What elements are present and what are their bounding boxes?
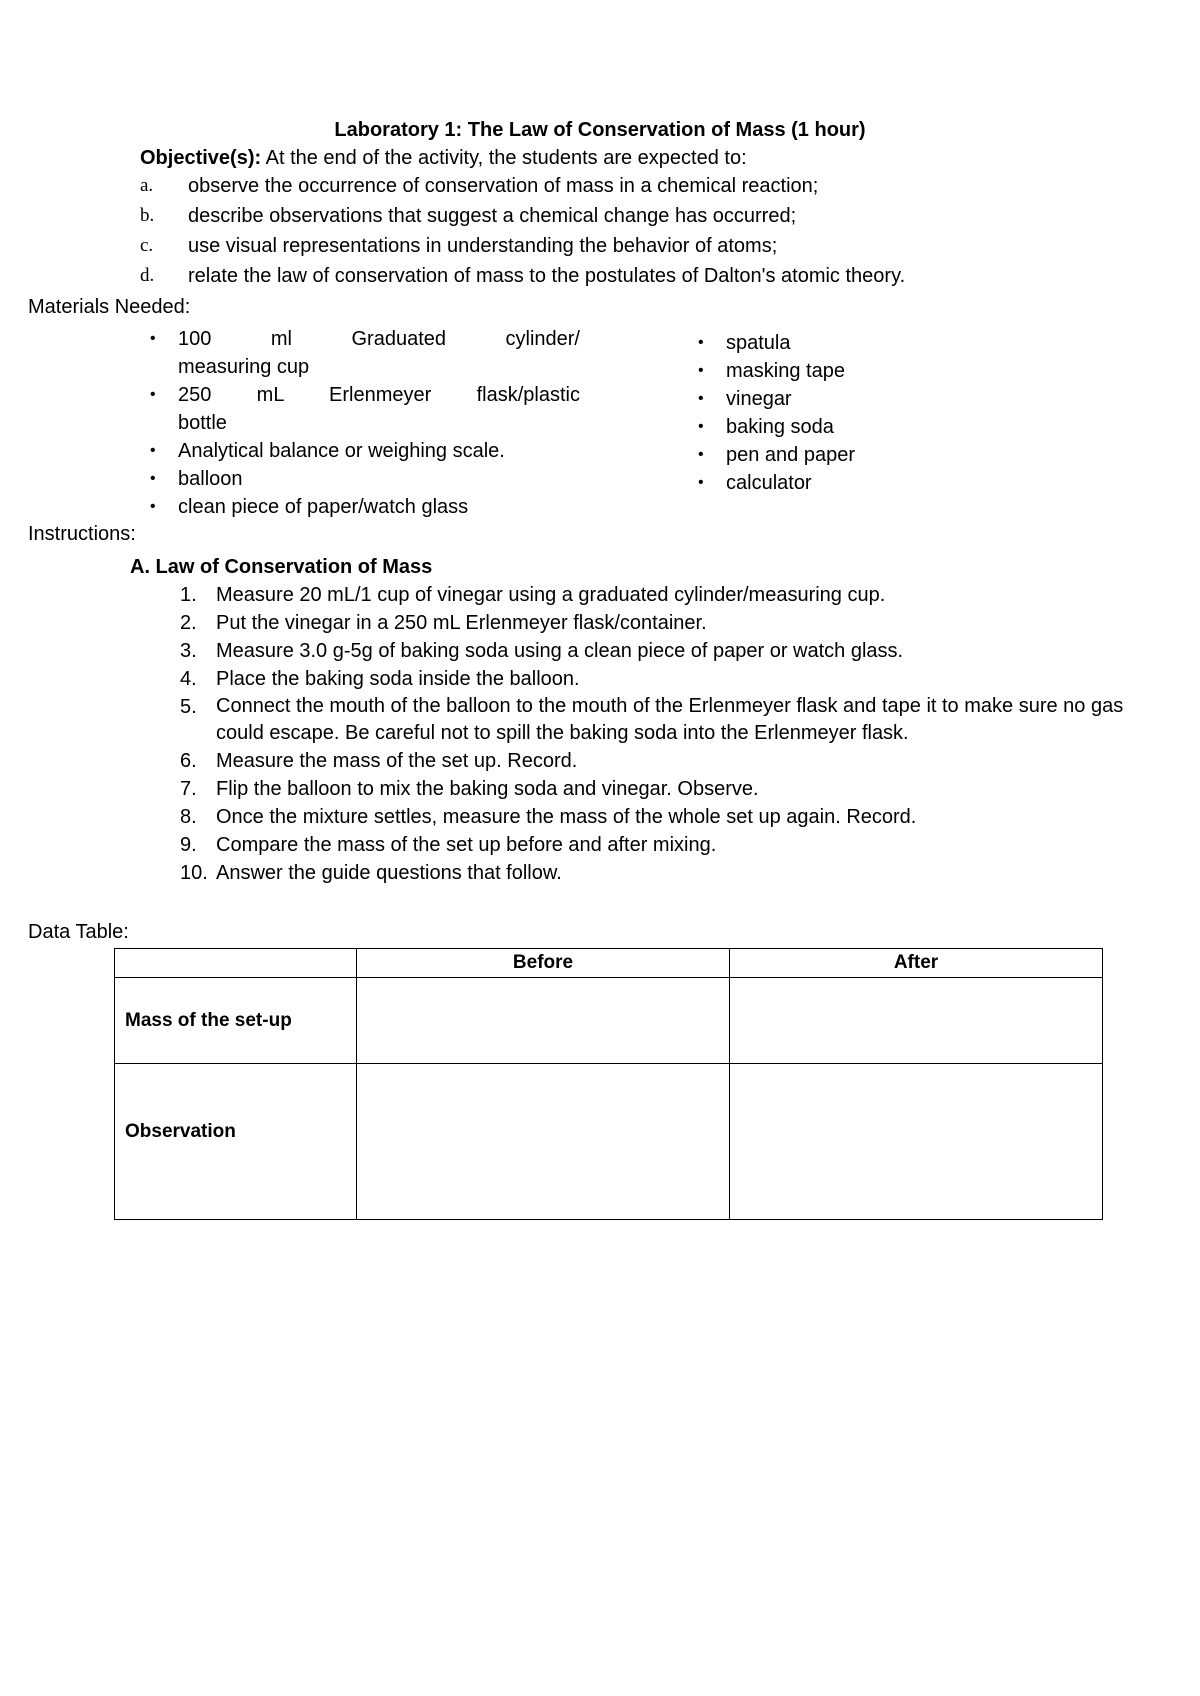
materials-list-left: [140, 325, 580, 521]
bullet-icon: •: [698, 362, 704, 379]
step-number: 1.: [180, 584, 197, 606]
table-header-row: [115, 949, 1103, 978]
list-item: [688, 385, 988, 413]
table-row: [115, 978, 1103, 1064]
table-header-blank: [115, 949, 357, 978]
step-text: Compare the mass of the set up before and after mixing.: [216, 834, 717, 856]
material-text: masking tape: [726, 360, 845, 382]
bullet-icon: •: [150, 330, 156, 347]
row-label-mass: Mass of the set-up: [115, 978, 357, 1064]
step-number: 2.: [180, 612, 197, 634]
bullet-icon: •: [698, 390, 704, 407]
step-number: 4.: [180, 668, 197, 690]
material-text-cont: bottle: [178, 412, 227, 434]
step-text: Measure the mass of the set up. Record.: [216, 750, 578, 772]
cell-observation-before[interactable]: [357, 1064, 730, 1220]
objective-text: use visual representations in understanding the behavior of atoms;: [188, 235, 778, 257]
step-text: Measure 3.0 g-5g of baking soda using a clean piece of paper or watch glass.: [216, 640, 904, 662]
instruction-steps: [180, 581, 1140, 887]
list-item: [140, 325, 580, 381]
step-number: 10.: [180, 862, 208, 884]
step-number: 8.: [180, 806, 197, 828]
list-item: [688, 413, 988, 441]
bullet-icon: •: [698, 418, 704, 435]
cell-observation-after[interactable]: [730, 1064, 1103, 1220]
material-text-cont: measuring cup: [178, 356, 310, 378]
list-item: [180, 637, 1140, 665]
material-text: pen and paper: [726, 444, 856, 466]
data-table-label: Data Table:: [28, 921, 129, 943]
step-text: Measure 20 mL/1 cup of vinegar using a graduated cylinder/measuring cup.: [216, 584, 886, 606]
page-title: Laboratory 1: The Law of Conservation of Mass (1 hour): [334, 119, 866, 141]
list-item: [180, 581, 1140, 609]
objective-intro-text: At the end of the activity, the students are expected to:: [261, 147, 747, 169]
bullet-icon: •: [698, 474, 704, 491]
list-item: [180, 775, 1140, 803]
objective-letter: d.: [140, 265, 155, 286]
material-text: baking soda: [726, 416, 834, 438]
list-item: [688, 357, 988, 385]
list-item: [180, 803, 1140, 831]
list-item: [180, 665, 1140, 693]
objective-text: relate the law of conservation of mass to the postulates of Dalton's atomic theory.: [188, 265, 906, 287]
list-item: [180, 831, 1140, 859]
step-text: Put the vinegar in a 250 mL Erlenmeyer flask/container.: [216, 612, 707, 634]
material-text: 100 ml Graduated cylinder/: [178, 328, 580, 350]
table-row: [115, 1064, 1103, 1220]
instructions-label: Instructions:: [28, 523, 136, 545]
bullet-icon: •: [698, 334, 704, 351]
step-number: 7.: [180, 778, 197, 800]
objective-item: [140, 232, 1140, 262]
list-item: [140, 465, 580, 493]
step-text: Answer the guide questions that follow.: [216, 862, 562, 884]
row-label-observation: Observation: [115, 1064, 357, 1220]
materials-list-right: [688, 329, 988, 497]
bullet-icon: •: [150, 386, 156, 403]
step-text: Place the baking soda inside the balloon.: [216, 668, 580, 690]
material-text: Analytical balance or weighing scale.: [178, 440, 505, 462]
list-item: [688, 441, 988, 469]
step-text: Once the mixture settles, measure the mass of the whole set up again. Record.: [216, 806, 917, 828]
material-text: balloon: [178, 468, 243, 490]
material-text: calculator: [726, 472, 812, 494]
objective-letter: a.: [140, 175, 154, 196]
list-item: [140, 493, 580, 521]
material-text: spatula: [726, 332, 791, 354]
material-text: clean piece of paper/watch glass: [178, 496, 469, 518]
list-item: [180, 859, 1140, 887]
list-item: [180, 693, 1140, 747]
objective-letter: b.: [140, 205, 155, 226]
bullet-icon: •: [150, 442, 156, 459]
step-number: 3.: [180, 640, 197, 662]
objective-text: describe observations that suggest a chemical change has occurred;: [188, 205, 797, 227]
step-number: 9.: [180, 834, 197, 856]
section-heading: A. Law of Conservation of Mass: [130, 556, 433, 578]
cell-mass-after[interactable]: [730, 978, 1103, 1064]
objective-letter: c.: [140, 235, 154, 256]
material-text: 250 mL Erlenmeyer flask/plastic: [178, 384, 580, 406]
list-item: [140, 381, 580, 437]
bullet-icon: •: [698, 446, 704, 463]
list-item: [688, 329, 988, 357]
objective-item: [140, 202, 1140, 232]
objective-item: [140, 172, 1140, 202]
objective-intro: [140, 144, 1140, 172]
table-header-before: Before: [357, 949, 730, 978]
cell-mass-before[interactable]: [357, 978, 730, 1064]
table-header-after: After: [730, 949, 1103, 978]
step-text: Connect the mouth of the balloon to the mouth of the Erlenmeyer flask and tape it to make sure no gas could escape. Be careful not to spill the baking soda into the Erlenmeyer flask.: [216, 695, 1124, 744]
material-text: vinegar: [726, 388, 792, 410]
bullet-icon: •: [150, 498, 156, 515]
list-item: [180, 609, 1140, 637]
materials-label: Materials Needed:: [28, 296, 191, 318]
step-number: 5.: [180, 696, 197, 718]
objective-list: [140, 172, 1140, 292]
list-item: [140, 437, 580, 465]
list-item: [180, 747, 1140, 775]
objective-text: observe the occurrence of conservation of mass in a chemical reaction;: [188, 175, 819, 197]
list-item: [688, 469, 988, 497]
data-table: [114, 948, 1103, 1220]
bullet-icon: •: [150, 470, 156, 487]
step-text: Flip the balloon to mix the baking soda and vinegar. Observe.: [216, 778, 759, 800]
objective-item: [140, 262, 1140, 292]
objective-label: Objective(s):: [140, 147, 262, 169]
step-number: 6.: [180, 750, 197, 772]
